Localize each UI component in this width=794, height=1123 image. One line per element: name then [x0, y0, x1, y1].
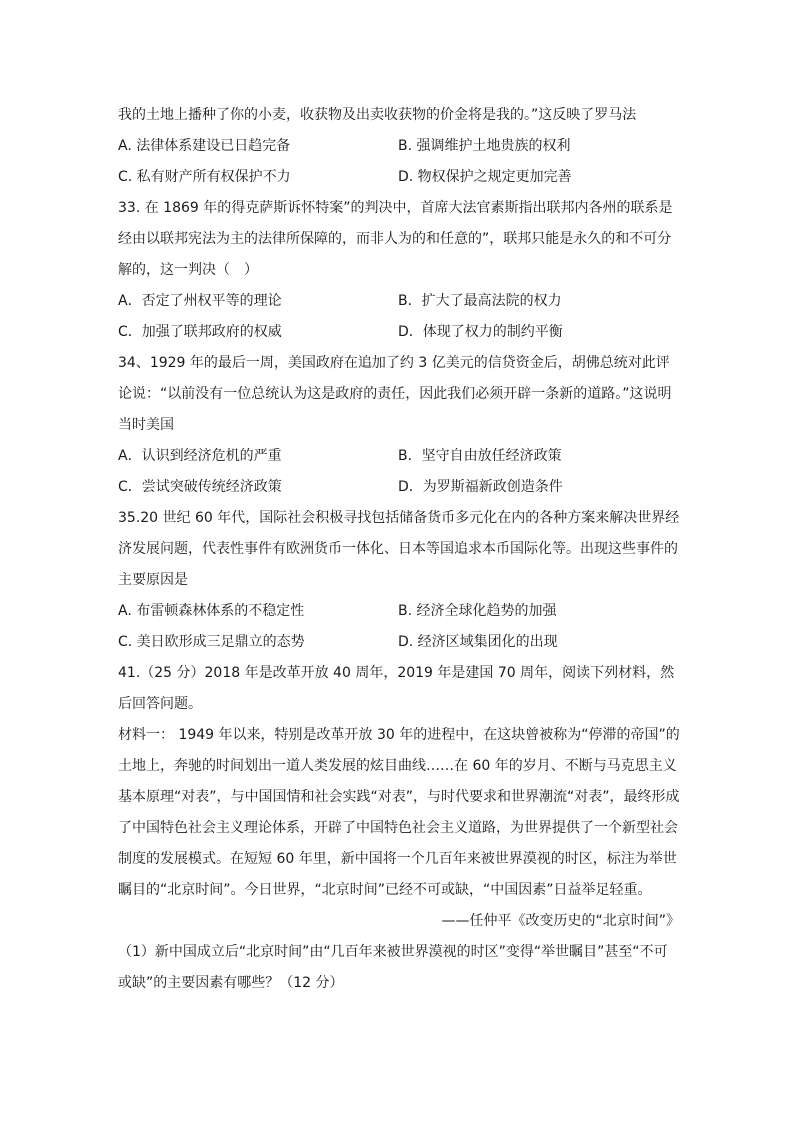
q33-option-d: D．体现了权力的制约平衡: [398, 324, 563, 340]
q32-option-d: D. 物权保护之规定更加完善: [398, 169, 572, 185]
q35-option-b: B. 经济全球化趋势的加强: [398, 603, 557, 619]
q33-stem: 33. 在 1869 年的得克萨斯诉怀特案”的判决中，首席大法官素斯指出联邦内各州的联系是经由以联邦宪法为主的法律所保障的，而非人为的和任意的”，联邦只能是永久的和不可分解的，这一判决（ ）: [118, 200, 673, 278]
q41-stem: 41.（25 分）2018 年是改革开放 40 周年，2019 年是建国 70 周年，阅读下列材料，然后回答问题。: [118, 665, 675, 712]
q35-options-row-1: [118, 596, 680, 627]
q33-option-a: A．否定了州权平等的理论: [118, 293, 282, 309]
q41-subquestion-1: （1）新中国成立后“北京时间”由“几百年来被世界漠视的时区”变得“举世瞩目”甚至“不可或缺”的主要因素有哪些？（12 分）: [118, 944, 668, 991]
q34-option-b: B．坚守自由放任经济政策: [398, 448, 562, 464]
document-page: [118, 100, 680, 999]
q32-options-row-2: [118, 162, 680, 193]
q35-option-a: A. 布雷顿森林体系的不稳定性: [118, 603, 305, 619]
q33-options-row-2: [118, 317, 680, 348]
q35-stem: 35.20 世纪 60 年代，国际社会积极寻找包括储备货币多元化在内的各种方案来解决世界经济发展问题，代表性事件有欧洲货币一体化、日本等国追求本币国际化等。出现这些事件的主要原因是: [118, 510, 680, 588]
q35-option-d: D. 经济区域集团化的出现: [398, 634, 558, 650]
q34-options-row-2: [118, 472, 680, 503]
q35-options-row-2: [118, 627, 680, 658]
q32-stem-tail: 我的土地上播种了你的小麦，收获物及出卖收获物的价金将是我的。”这反映了罗马法: [118, 107, 637, 123]
q33-options-row-1: [118, 286, 680, 317]
q33-option-c: C．加强了联邦政府的权威: [118, 324, 282, 340]
q32-option-c: C. 私有财产所有权保护不力: [118, 169, 291, 185]
q34-options-row-1: [118, 441, 680, 472]
q34-option-c: C．尝试突破传统经济政策: [118, 479, 282, 495]
q41-material-1-source: ——任仲平《改变历史的“北京时间”》: [441, 913, 680, 929]
q41-material-1: 材料一： 1949 年以来，特别是改革开放 30 年的进程中，在这块曾被称为“停滞的帝国”的土地上，奔驰的时间划出一道人类发展的炫目曲线……在 60 年的岁月、不断与马克思主义基本原理“对表”，与中国国情和社会实践“对表”，与时代要求和世界潮流“对表”，最终形成了中国特色社会主义理论体系，开辟了中国特色社会主义道路，为世界提供了一个新型社会制度的发展模式。在短短 60 年里，新中国将一个几百年来被世界漠视的时区，标注为举世瞩目的“北京时间”。今日世界，“北京时间”已经不可或缺，“中国因素”日益举足轻重。: [118, 727, 680, 898]
q34-option-d: D．为罗斯福新政创造条件: [398, 479, 563, 495]
q32-option-b: B. 强调维护土地贵族的权利: [398, 138, 571, 154]
q34-option-a: A．认识到经济危机的严重: [118, 448, 282, 464]
q32-options-row-1: [118, 131, 680, 162]
q35-option-c: C. 美日欧形成三足鼎立的态势: [118, 634, 305, 650]
q33-option-b: B．扩大了最高法院的权力: [398, 293, 562, 309]
q32-option-a: A. 法律体系建设已日趋完备: [118, 138, 291, 154]
q34-stem: 34、1929 年的最后一周，美国政府在追加了约 3 亿美元的信贷资金后，胡佛总统对此评论说：“以前没有一位总统认为这是政府的责任，因此我们必须开辟一条新的道路。”这说明当时美国: [118, 355, 672, 433]
